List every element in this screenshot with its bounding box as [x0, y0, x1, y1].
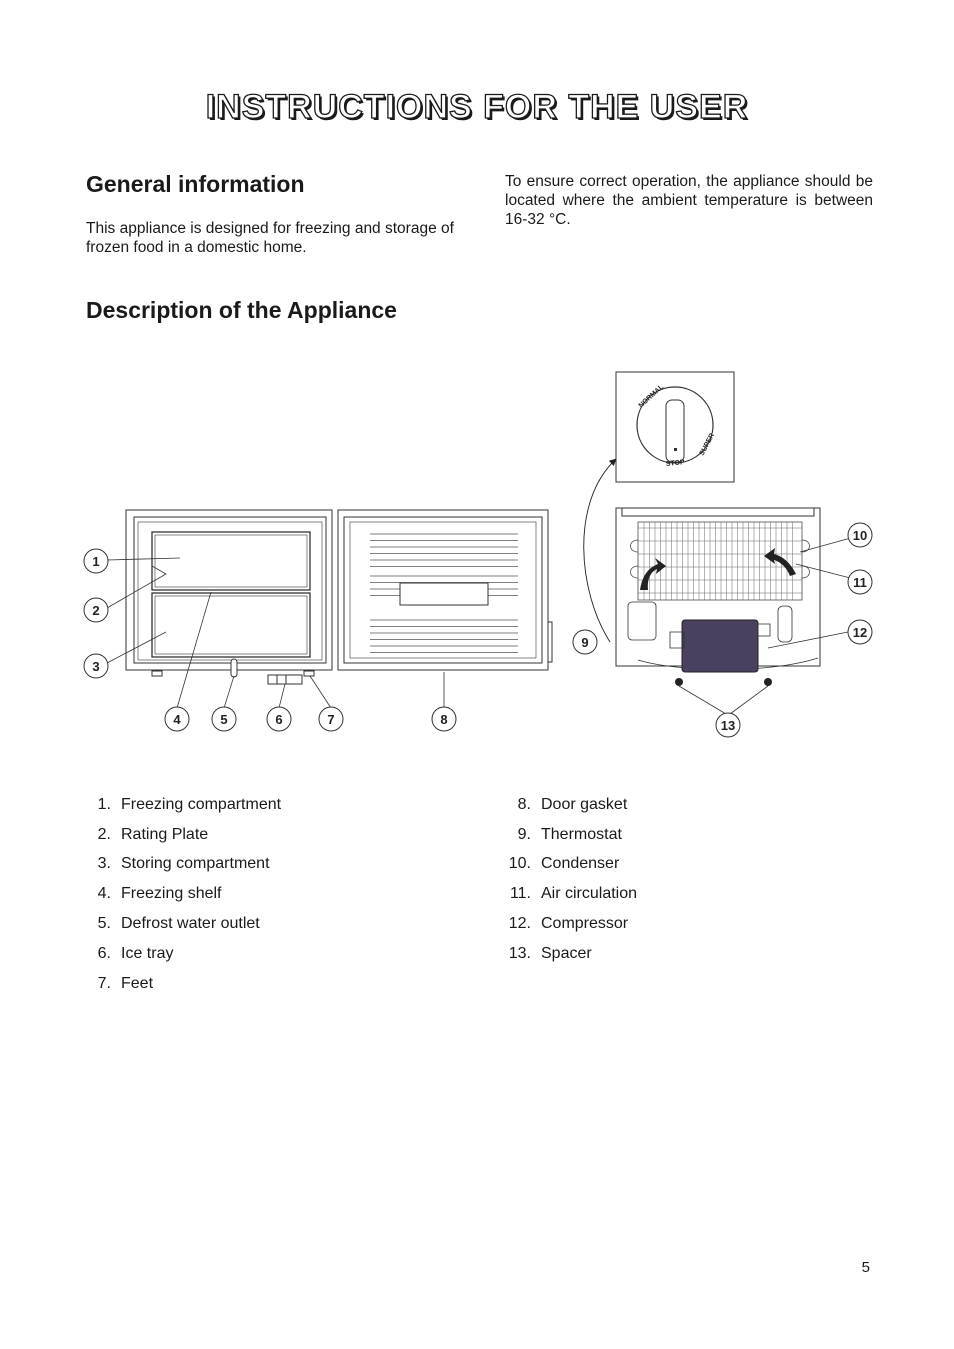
svg-text:11: 11	[853, 575, 867, 590]
svg-text:12: 12	[852, 625, 868, 640]
svg-text:10: 10	[852, 528, 868, 543]
svg-text:13: 13	[720, 718, 736, 733]
spacer-right-icon	[764, 678, 772, 686]
svg-text:5: 5	[220, 712, 228, 727]
thermostat-label-normal: NORMAL	[637, 383, 666, 410]
ambient-temperature-paragraph: To ensure correct operation, the appliance should be located where the ambient temperature is between 16-32 °C.	[505, 173, 873, 228]
callout-8	[432, 707, 456, 731]
spacer-left-icon	[675, 678, 683, 686]
parts-list-item: 11. Air circulation	[509, 885, 638, 903]
general-information-heading: General information	[86, 171, 305, 197]
parts-list-item: 9. Thermostat	[517, 825, 622, 843]
parts-list-item: 12. Compressor	[508, 915, 629, 933]
page-number: 5	[861, 1259, 870, 1276]
callout-2	[84, 598, 108, 622]
callout-10	[848, 523, 872, 547]
svg-text:3: 3	[92, 659, 100, 674]
svg-text:7: 7	[327, 712, 335, 727]
description-heading: Description of the Appliance	[86, 297, 397, 323]
callout-9	[573, 630, 597, 654]
appliance-diagram	[78, 362, 878, 742]
thermostat-label-stop: STOP	[665, 459, 686, 468]
parts-list-item: 10. Condenser	[508, 855, 620, 873]
air-circulation-right-arrow-icon	[764, 548, 796, 576]
parts-list-item: 2. Rating Plate	[97, 825, 209, 843]
svg-text:6: 6	[275, 712, 283, 727]
svg-text:9: 9	[581, 635, 589, 650]
thermostat-knob-icon	[666, 400, 684, 462]
thermostat-label-super: SUPER	[698, 432, 717, 457]
parts-list-right	[499, 790, 637, 969]
callout-13	[716, 713, 740, 737]
parts-list-item: 1. Freezing compartment	[97, 795, 282, 813]
freezer-front-view	[126, 510, 332, 684]
parts-list-item: 5. Defrost water outlet	[97, 915, 260, 933]
parts-list-item: 7. Feet	[97, 974, 154, 992]
parts-list-left	[79, 790, 281, 999]
svg-text:4: 4	[173, 712, 181, 727]
defrost-water-outlet	[231, 659, 237, 677]
callout-3	[84, 654, 108, 678]
parts-list-item: 3. Storing compartment	[97, 855, 270, 873]
callout-11	[848, 570, 872, 594]
thermostat-inset	[616, 372, 734, 482]
door-rating-plate	[400, 583, 488, 605]
parts-list-item: 13. Spacer	[508, 944, 592, 962]
parts-list-item: 6. Ice tray	[97, 944, 174, 962]
page-title: INSTRUCTIONS FOR THE USER	[205, 88, 749, 126]
callout-7	[319, 707, 343, 731]
compressor-block	[682, 620, 758, 672]
parts-list-item: 8. Door gasket	[517, 795, 628, 813]
callout-5	[212, 707, 236, 731]
callout-12	[848, 620, 872, 644]
general-information-paragraph: This appliance is designed for freezing and storage of frozen food in a domestic home.	[86, 220, 454, 256]
callout-4	[165, 707, 189, 731]
svg-text:2: 2	[92, 603, 100, 618]
svg-text:1: 1	[92, 554, 100, 569]
callout-6	[267, 707, 291, 731]
svg-text:8: 8	[440, 712, 448, 727]
parts-list-item: 4. Freezing shelf	[97, 885, 222, 903]
callout-1	[84, 549, 108, 573]
